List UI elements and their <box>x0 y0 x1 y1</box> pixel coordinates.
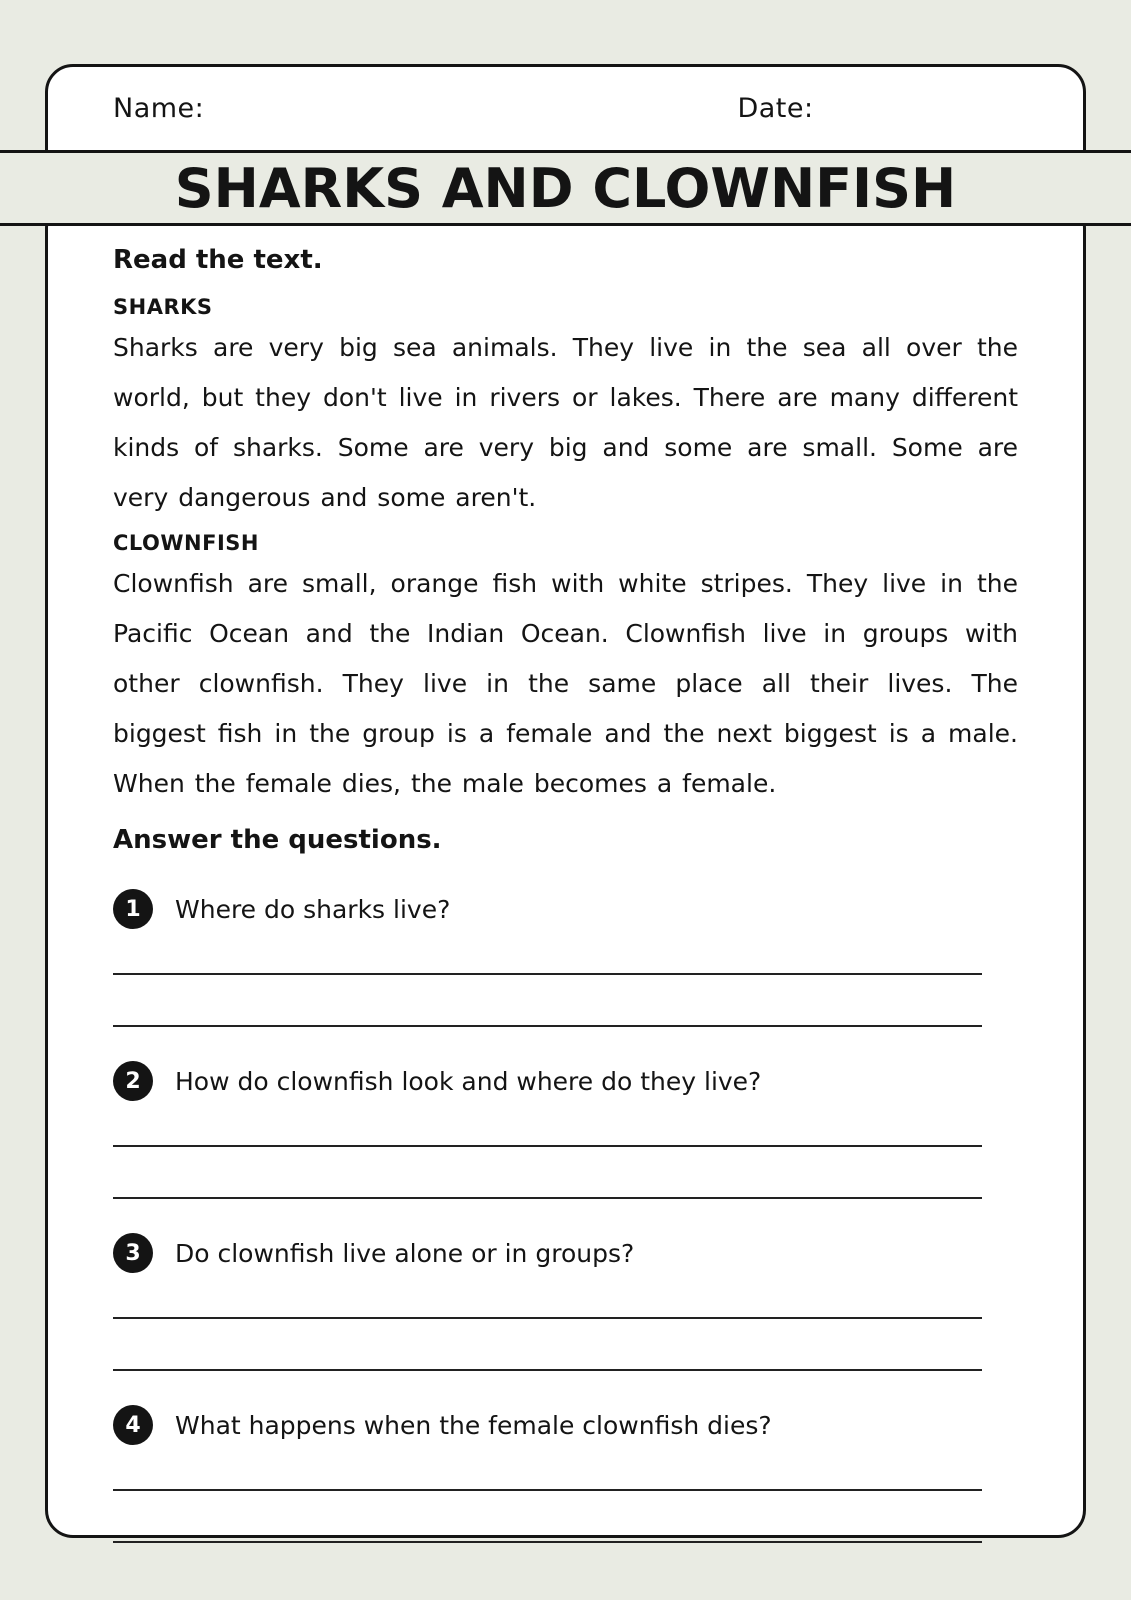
answer-lines <box>113 1101 982 1199</box>
answer-instruction: Answer the questions. <box>113 825 442 855</box>
passage-text: Clownfish are small, orange fish with white stripes. They live in the Pacific Ocean and the Indian Ocean. Clownfish live in groups with other clownfish. They live in the same place all their lives. The biggest fish in the group is a female and the next biggest is a male. When the female dies, the male becomes a female. <box>113 569 1018 798</box>
passage-clownfish <box>113 531 1018 809</box>
question-row <box>113 1061 1018 1101</box>
title-band <box>0 150 1131 226</box>
question-block-4 <box>113 1405 1018 1543</box>
answer-lines <box>113 929 982 1027</box>
passage-heading: SHARKS <box>113 295 213 319</box>
question-block-3 <box>113 1233 1018 1371</box>
question-row <box>113 889 1018 929</box>
answer-lines <box>113 1273 982 1371</box>
question-number-badge: 1 <box>113 889 153 929</box>
question-text: Do clownfish live alone or in groups? <box>175 1238 635 1268</box>
answer-lines <box>113 1445 982 1543</box>
question-text: What happens when the female clownfish dies? <box>175 1410 772 1440</box>
question-text: Where do sharks live? <box>175 894 451 924</box>
answer-line <box>113 1147 982 1199</box>
passage-sharks <box>113 295 1018 523</box>
answer-line <box>113 1445 982 1491</box>
read-instruction: Read the text. <box>113 245 323 275</box>
answer-line <box>113 975 982 1027</box>
question-number-badge: 3 <box>113 1233 153 1273</box>
answer-line <box>113 1319 982 1371</box>
date-label: Date: <box>737 93 814 124</box>
question-block-1 <box>113 889 1018 1027</box>
answer-line <box>113 1491 982 1543</box>
question-text: How do clownfish look and where do they live? <box>175 1066 762 1096</box>
answer-line <box>113 929 982 975</box>
content-panel <box>45 200 1086 1538</box>
answer-line <box>113 1101 982 1147</box>
page-title: SHARKS AND CLOWNFISH <box>174 156 957 220</box>
question-number-badge: 4 <box>113 1405 153 1445</box>
name-label: Name: <box>113 93 205 124</box>
answer-line <box>113 1273 982 1319</box>
question-block-2 <box>113 1061 1018 1199</box>
passage-heading: CLOWNFISH <box>113 531 259 555</box>
passage-text: Sharks are very big sea animals. They live in the sea all over the world, but they don't live in rivers or lakes. There are many different kinds of sharks. Some are very big and some are small. Some are very dangerous and some aren't. <box>113 333 1018 512</box>
question-row <box>113 1405 1018 1445</box>
question-number-badge: 2 <box>113 1061 153 1101</box>
question-row <box>113 1233 1018 1273</box>
